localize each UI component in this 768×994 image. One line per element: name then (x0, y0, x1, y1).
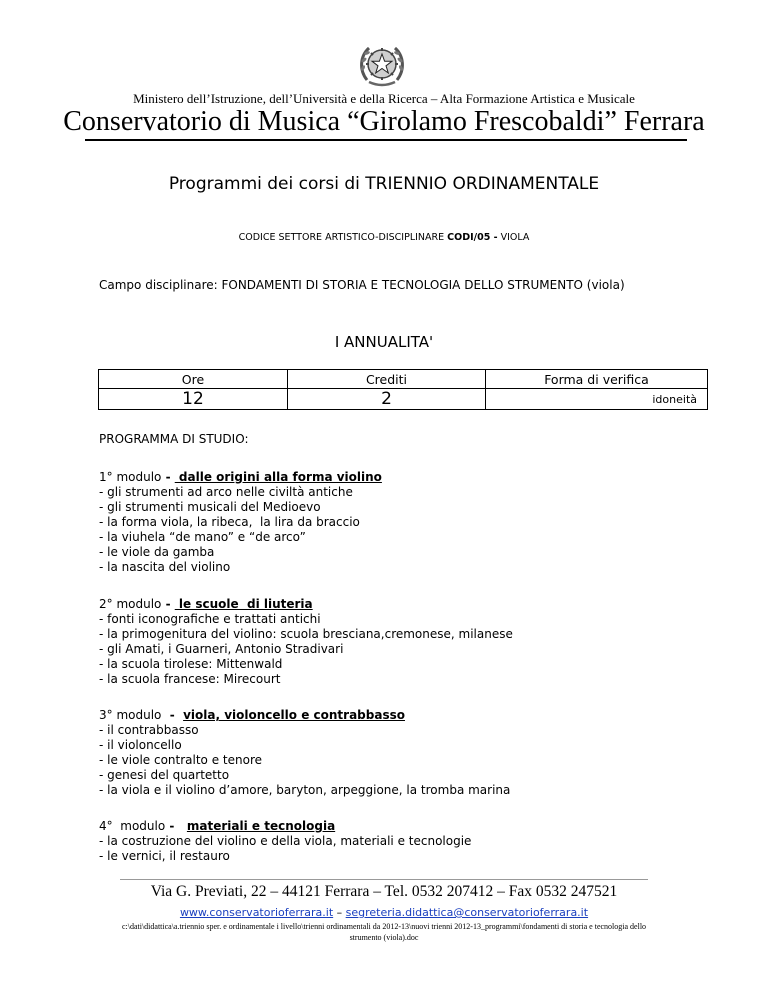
website-link[interactable]: www.conservatorioferrara.it (179, 906, 334, 919)
document-title: Programmi dei corsi di TRIENNIO ORDINAMENTALE (168, 174, 600, 194)
list-item: - il contrabbasso (99, 723, 199, 737)
sector-code-value: CODI/05 - (447, 232, 498, 243)
footer-address: Via G. Previati, 22 – 44121 Ferrara – Tel. 0532 207412 – Fax 0532 247521 (150, 883, 618, 900)
header-divider (85, 139, 687, 141)
list-item: - la forma viola, la ribeca, la lira da braccio (99, 515, 360, 529)
module-3: 3° modulo - viola, violoncello e contrabbasso - il contrabbasso - il violoncello - le viole contralto e tenore - genesi del quartetto - la viola e il violino d’amore, baryton, arpeggione, la tromba marina (99, 708, 511, 797)
list-item: - fonti iconografiche e trattati antichi (99, 612, 321, 626)
email-link[interactable]: segreteria.didattica@conservatorioferrara.it (345, 906, 589, 919)
program-heading: PROGRAMMA DI STUDIO: (99, 432, 249, 446)
conservatory-name: Conservatorio di Musica “Girolamo Frescobaldi” Ferrara (63, 106, 705, 137)
sector-code: CODICE SETTORE ARTISTICO-DISCIPLINARE CODI/05 - VIOLA (238, 232, 530, 243)
header-crediti: Crediti (288, 370, 486, 389)
module-title: dalle origini alla forma violino (174, 470, 382, 484)
module-2: 2° modulo - le scuole di liuteria - fonti iconografiche e trattati antichi - la primogenitura del violino: scuola bresciana,cremonese, milanese - gli Amati, i Guarneri, Antonio Stradivari - la scuola tirolese: Mittenwald - la scuola francese: Mirecourt (99, 597, 513, 686)
list-item: - gli strumenti ad arco nelle civiltà antiche (99, 485, 353, 499)
header-forma-verifica: Forma di verifica (486, 370, 708, 389)
list-item: - la scuola francese: Mirecourt (99, 672, 281, 686)
value-forma-verifica: idoneità (486, 389, 708, 410)
list-item: - la primogenitura del violino: scuola bresciana,cremonese, milanese (99, 627, 513, 641)
value-ore: 12 (99, 389, 288, 410)
course-info-table (98, 369, 708, 410)
footer-divider (120, 879, 648, 880)
list-item: - le viole da gamba (99, 545, 215, 559)
list-item: - la viuhela “de mano” e “de arco” (99, 530, 306, 544)
list-item: - la viola e il violino d’amore, baryton, arpeggione, la tromba marina (99, 783, 511, 797)
list-item: - le viole contralto e tenore (99, 753, 263, 767)
module-title: viola, violoncello e contrabbasso (183, 708, 405, 722)
list-item: - le vernici, il restauro (99, 849, 230, 863)
list-item: - gli Amati, i Guarneri, Antonio Stradivari (99, 642, 344, 656)
module-title: le scuole di liuteria (174, 597, 313, 611)
list-item: - la scuola tirolese: Mittenwald (99, 657, 283, 671)
list-item: - la costruzione del violino e della viola, materiali e tecnologie (99, 834, 472, 848)
year-heading: I ANNUALITA' (334, 333, 434, 351)
list-item: - il violoncello (99, 738, 182, 752)
module-4: 4° modulo - materiali e tecnologia - la costruzione del violino e della viola, materiali e tecnologie - le vernici, il restauro (99, 819, 472, 863)
italian-republic-emblem-icon (357, 40, 407, 90)
value-crediti: 2 (288, 389, 486, 410)
list-item: - genesi del quartetto (99, 768, 230, 782)
list-item: - gli strumenti musicali del Medioevo (99, 500, 321, 514)
file-path: c:\dati\didattica\a.triennio sper. e ordinamentale i livello\trienni ordinamentali da 2012-13\nuovi trienni 2012-13_programmi\fondamenti di storia e tecnologia dello strumento (viola).doc (121, 922, 647, 942)
header-ore: Ore (99, 370, 288, 389)
list-item: - la nascita del violino (99, 560, 231, 574)
footer-links: www.conservatorioferrara.it – segreteria.didattica@conservatorioferrara.it (179, 906, 589, 919)
module-title: materiali e tecnologia (186, 819, 336, 833)
module-1: 1° modulo - dalle origini alla forma violino - gli strumenti ad arco nelle civiltà antiche - gli strumenti musicali del Medioevo - la forma viola, la ribeca, la lira da braccio - la viuhela “de mano” e “de arco” - le viole da gamba - la nascita del violino (99, 470, 382, 574)
ministry-heading: Ministero dell’Istruzione, dell’Università e della Ricerca – Alta Formazione Artistica e Musicale (133, 91, 635, 106)
disciplinary-field: Campo disciplinare: FONDAMENTI DI STORIA E TECNOLOGIA DELLO STRUMENTO (viola) (99, 278, 625, 292)
